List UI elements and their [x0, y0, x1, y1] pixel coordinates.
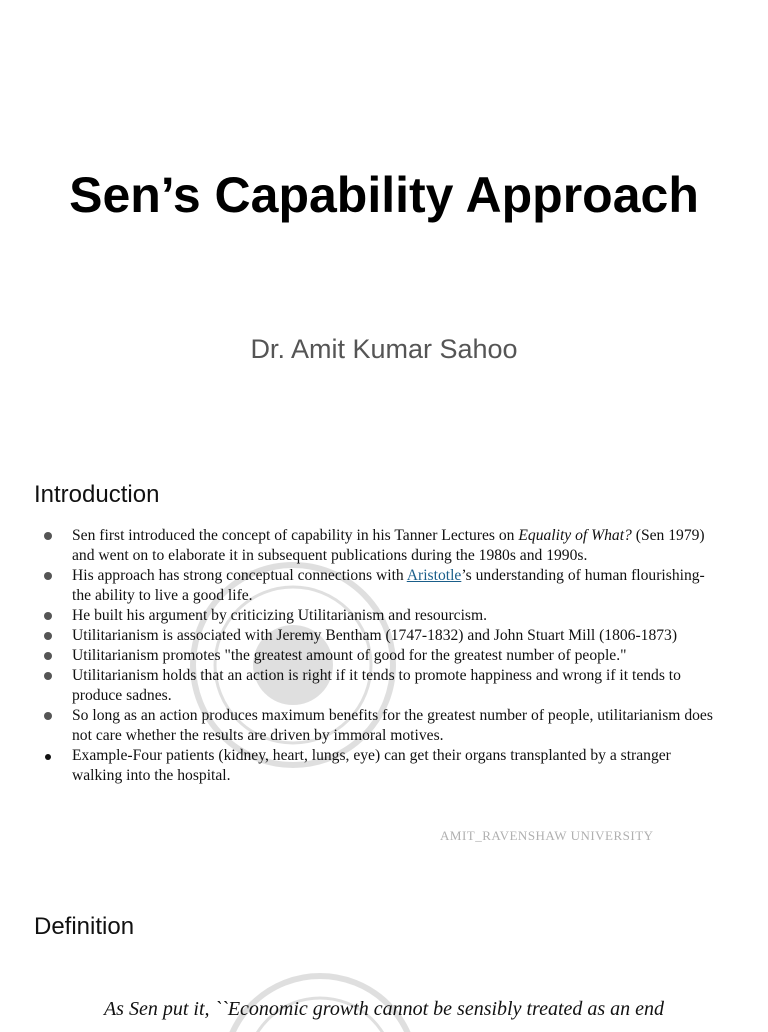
slide-title: Sen’s Capability Approach [69, 167, 699, 223]
list-item: Example-Four patients (kidney, heart, lungs, eye) can get their organs transplanted by a stranger walking into the hospital. [72, 746, 722, 786]
list-item: He built his argument by criticizing Utilitarianism and resourcism. [72, 606, 722, 626]
definition-heading: Definition [34, 913, 135, 940]
list-item: Utilitarianism is associated with Jeremy Bentham (1747-1832) and John Stuart Mill (1806-1873) [72, 626, 722, 646]
book-title: Equality of What? [518, 527, 632, 544]
list-item: His approach has strong conceptual connections with Aristotle’s understanding of human flourishing-the ability to live a good life. [72, 566, 722, 606]
list-item: Sen first introduced the concept of capability in his Tanner Lectures on Equality of What? (Sen 1979) and went on to elaborate it in subsequent publications during the 1980s and 1990s. [72, 526, 722, 566]
list-item: Utilitarianism promotes "the greatest amount of good for the greatest number of people." [72, 646, 722, 666]
list-item: So long as an action produces maximum benefits for the greatest number of people, utilitarianism does not care whether the results are driven by immoral motives. [72, 706, 722, 746]
aristotle-link[interactable]: Aristotle [406, 567, 462, 584]
list-item: Utilitarianism holds that an action is right if it tends to promote happiness and wrong if it tends to produce sadnes. [72, 666, 722, 706]
introduction-heading: Introduction [34, 481, 160, 508]
introduction-bullet-list [72, 526, 722, 786]
watermark-text: AMIT_RAVENSHAW UNIVERSITY [440, 828, 654, 843]
author-name: Dr. Amit Kumar Sahoo [250, 334, 518, 364]
definition-quote: As Sen put it, ``Economic growth cannot be sensibly treated as an end [103, 998, 665, 1020]
